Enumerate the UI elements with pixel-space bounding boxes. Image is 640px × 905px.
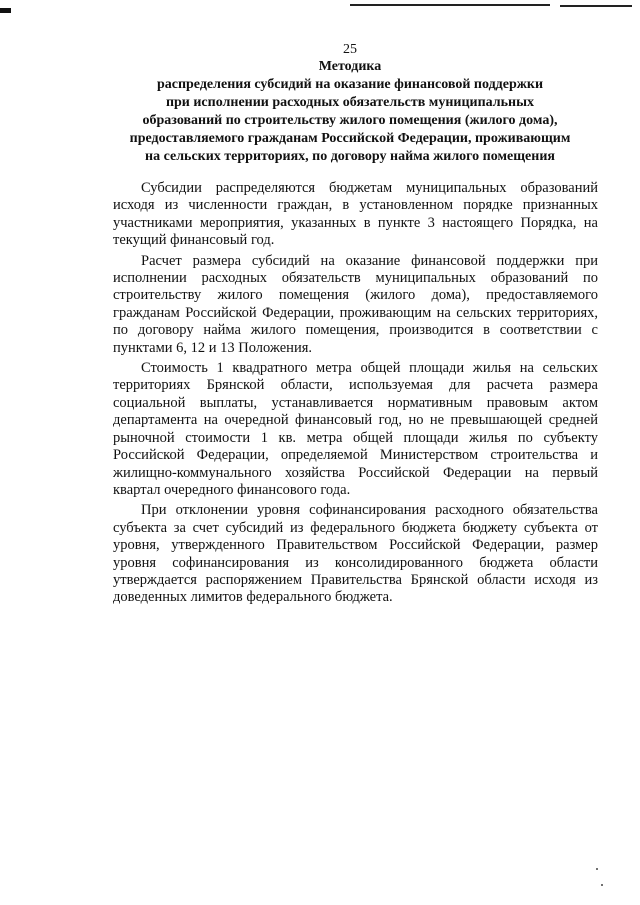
heading-line: на сельских территориях, по договору найма жилого помещения <box>145 149 555 164</box>
paragraph: Субсидии распределяются бюджетам муниципальных образований исходя из численности граждан, в установленном порядке признанных участниками мероприятия, указанных в пункте 3 настоящего Порядка, на текущий финансовый год. <box>113 180 598 249</box>
page-number: 25 <box>343 42 357 57</box>
document-heading <box>115 58 585 166</box>
scan-corner-mark <box>0 8 11 13</box>
paragraph: Стоимость 1 квадратного метра общей площади жилья на сельских территориях Брянской области, используемая для расчета размера социальной выплаты, устанавливается нормативным правовым актом департамента на очередной финансовый год, но не превышающей средней рыночной стоимости 1 кв. метра общей площади жилья по субъекту Российской Федерации, определяемой Министерством строительства и жилищно-коммунального хозяйства Российской Федерации на первый квартал очередного финансового года. <box>113 360 598 498</box>
scan-speck <box>601 884 603 886</box>
paragraph: При отклонении уровня софинансирования расходного обязательства субъекта за счет субсидий из федерального бюджета бюджету субъекта от уровня, утвержденного Правительством Российской Федерации, размер уровня софинансирования из консолидированного бюджета области утверждается распоряжением Правительства Брянской области исходя из доведенных лимитов федерального бюджета. <box>113 502 598 606</box>
heading-line: при исполнении расходных обязательств муниципальных <box>165 95 535 110</box>
scan-speck <box>596 868 598 870</box>
document-body <box>113 180 598 610</box>
scan-edge-line <box>350 4 550 6</box>
heading-line: предоставляемого гражданам Российской Федерации, проживающим <box>129 131 571 146</box>
paragraph: Расчет размера субсидий на оказание финансовой поддержки при исполнении расходных обязательств муниципальных образований по строительству жилого помещения (жилого дома), предоставляемого гражданам Российской Федерации, проживающим на сельских территориях, по договору найма жилого помещения, производится в соответствии с пунктами 6, 12 и 13 Положения. <box>113 252 598 356</box>
heading-title: Методика <box>318 59 382 74</box>
heading-line: образований по строительству жилого помещения (жилого дома), <box>142 113 558 128</box>
heading-line: распределения субсидий на оказание финансовой поддержки <box>156 77 544 92</box>
scan-edge-line <box>560 5 632 7</box>
